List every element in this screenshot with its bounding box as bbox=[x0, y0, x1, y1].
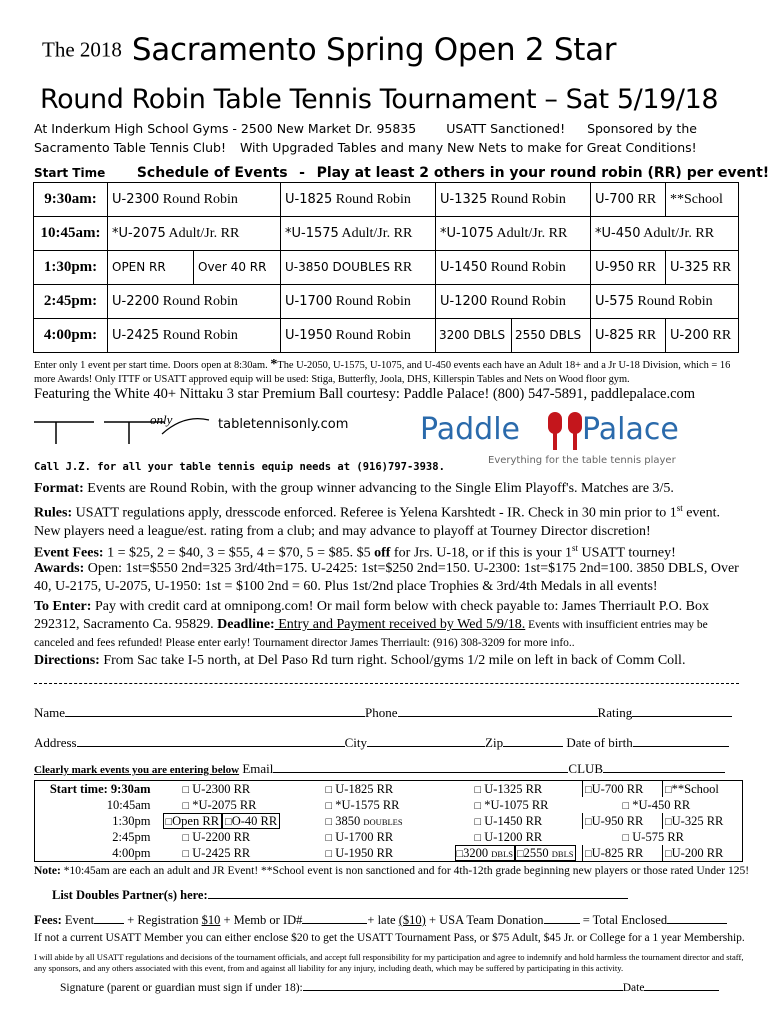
start-time-label: Start Time bbox=[34, 166, 106, 180]
sanctioned: USATT Sanctioned! bbox=[446, 121, 566, 136]
checkbox[interactable]: □ bbox=[325, 831, 333, 844]
event-fee-field[interactable] bbox=[94, 911, 124, 924]
tto-only-text: only bbox=[150, 412, 173, 427]
checkbox[interactable]: □ bbox=[665, 847, 672, 860]
paddle-icon bbox=[540, 410, 590, 454]
dob-field[interactable] bbox=[633, 734, 729, 747]
name-phone-line: Name Phone Rating bbox=[34, 704, 744, 721]
enter-paragraph: To Enter: Pay with credit card at omnipong.com! Or mail form below with check payable to: James Therriault P.O. Box 292312, Sacramento Ca. 95829. Deadline: Entry and Payment received by Wed 5/9/18. Events with insufficient entries may be canceled and fees refunded! Please enter early! Tournament director James Therriault: (916) 308-3209 for more info.. bbox=[34, 599, 709, 649]
event-cell: U-1825 Round Robin bbox=[281, 183, 436, 217]
checkbox[interactable]: □ bbox=[182, 799, 190, 812]
event-cell: U-575 Round Robin bbox=[591, 285, 739, 319]
call-jz: Call J.Z. for all your table tennis equip needs at (916)797-3938. bbox=[34, 461, 445, 473]
event-cell: *U-1575 Adult/Jr. RR bbox=[281, 217, 436, 251]
event-cell: **School bbox=[666, 183, 739, 217]
checkbox[interactable]: □ bbox=[456, 847, 464, 860]
title-main: Sacramento Spring Open 2 Star bbox=[131, 32, 617, 68]
club-field[interactable] bbox=[603, 760, 725, 773]
checkbox[interactable]: □ bbox=[474, 815, 482, 828]
event-cell: *U-2075 Adult/Jr. RR bbox=[108, 217, 281, 251]
rules-paragraph: Rules: USATT regulations apply, dresscode enforced. Referee is Yelena Karshtedt - IR. Check in 30 min prior to 1st event. New players need a league/est. rating from a club; and may advance to playoff at Tourney Director discretion! bbox=[34, 503, 721, 539]
city-field[interactable] bbox=[367, 734, 485, 747]
checkbox[interactable]: □ bbox=[182, 847, 190, 860]
event-cell: U-325 RR bbox=[666, 251, 739, 285]
checkbox[interactable]: □ bbox=[182, 783, 190, 796]
checkbox[interactable]: □ bbox=[585, 847, 592, 860]
schedule-row bbox=[34, 251, 739, 285]
doubles-partner-field[interactable] bbox=[208, 886, 628, 899]
title-year: The 2018 bbox=[42, 37, 122, 62]
event-cell: *U-1075 Adult/Jr. RR bbox=[436, 217, 591, 251]
fees-line: Fees: Event + Registration $10 + Memb or ID# + late ($10) + USA Team Donation = Total Enclosed bbox=[34, 911, 727, 928]
email-field[interactable] bbox=[273, 760, 568, 773]
signature-line: Signature (parent or guardian must sign if under 18): Date bbox=[60, 978, 719, 994]
play-label: Play at least 2 others in your round robin (RR) per event! bbox=[316, 165, 770, 181]
cut-line bbox=[34, 683, 739, 684]
time-cell: 9:30am: bbox=[34, 183, 108, 217]
format-paragraph: Format: Events are Round Robin, with the group winner advancing to the Single Elim Playoff's. Matches are 3/5. bbox=[34, 481, 674, 496]
schedule-sep: - bbox=[299, 165, 305, 181]
name-field[interactable] bbox=[65, 704, 365, 717]
venue: At Inderkum High School Gyms - 2500 New Market Dr. 95835 bbox=[34, 121, 417, 136]
awards-paragraph: Awards: Open: 1st=$550 2nd=325 3rd/4th=175. U-2425: 1st=$250 2nd=150. U-2300: 1st=$175 2nd=100. 3850 DBLS, Over 40, U-2175, U-2075, U-1950: 1st = $100 2nd = 60. Plus 1st/2nd place Trophies & 3rd/4th Medals in all events! bbox=[34, 561, 739, 594]
event-cell: U-700 RR bbox=[591, 183, 666, 217]
checkbox[interactable]: □ bbox=[517, 847, 524, 860]
sponsored: Sponsored by the bbox=[587, 121, 697, 136]
checkbox[interactable]: □ bbox=[665, 783, 672, 796]
tabletennisonly-logo bbox=[34, 410, 214, 446]
checkbox[interactable]: □ bbox=[325, 783, 333, 796]
club-line bbox=[34, 140, 697, 155]
directions-paragraph: Directions: From Sac take I-5 north, at Del Paso Rd turn right. School/gyms 1/2 mile on left in back of Comm Coll. bbox=[34, 653, 686, 668]
checkbox[interactable]: □ bbox=[182, 831, 190, 844]
checkbox[interactable]: □ bbox=[474, 831, 482, 844]
event-cell: U-1325 Round Robin bbox=[436, 183, 591, 217]
checkbox[interactable]: □ bbox=[325, 799, 333, 812]
event-cell: U-2300 Round Robin bbox=[108, 183, 281, 217]
checkbox[interactable]: □ bbox=[585, 815, 592, 828]
form-row: 4:00pm □ U-2425 RR □ U-1950 RR □3200 DBLS □2550 DBLS □U-825 RR □U-200 RR bbox=[35, 845, 743, 862]
paddle-palace-tagline: Everything for the table tennis player bbox=[488, 455, 676, 466]
form-row: 2:45pm □ U-2200 RR □ U-1700 RR □ U-1200 RR □ U-575 RR bbox=[35, 829, 743, 845]
checkbox[interactable]: □ bbox=[474, 783, 482, 796]
rating-field[interactable] bbox=[632, 704, 732, 717]
total-field[interactable] bbox=[667, 911, 727, 924]
events-label: Schedule of Events bbox=[136, 165, 288, 181]
conditions: With Upgraded Tables and many New Nets to make for Great Conditions! bbox=[239, 140, 697, 155]
schedule-row bbox=[34, 285, 739, 319]
tto-url: tabletennisonly.com bbox=[218, 417, 349, 432]
event-cell: OPEN RR bbox=[108, 251, 194, 285]
checkbox[interactable]: □ bbox=[325, 847, 333, 860]
email-line: Clearly mark events you are entering below Email CLUB bbox=[34, 760, 744, 777]
event-cell: Over 40 RR bbox=[194, 251, 281, 285]
venue-line bbox=[34, 121, 697, 136]
time-cell: 4:00pm: bbox=[34, 319, 108, 353]
schedule-header bbox=[34, 162, 770, 181]
event-cell: *U-450 Adult/Jr. RR bbox=[591, 217, 739, 251]
event-cell: U-1700 Round Robin bbox=[281, 285, 436, 319]
checkbox[interactable]: □ bbox=[665, 815, 672, 828]
signature-field[interactable] bbox=[303, 978, 623, 991]
schedule-row bbox=[34, 183, 739, 217]
checkbox[interactable]: □ bbox=[622, 831, 630, 844]
event-cell: U-2425 Round Robin bbox=[108, 319, 281, 353]
form-row: Start time: 9:30am □ U-2300 RR □ U-1825 RR □ U-1325 RR □U-700 RR □**School bbox=[35, 781, 743, 798]
donation-field[interactable] bbox=[544, 911, 580, 924]
event-cell: U-3850 DOUBLES RR bbox=[281, 251, 436, 285]
checkbox[interactable]: □ bbox=[474, 799, 482, 812]
member-id-field[interactable] bbox=[302, 911, 367, 924]
checkbox[interactable]: □ bbox=[325, 815, 333, 828]
title-line-1 bbox=[42, 32, 616, 68]
time-cell: 2:45pm: bbox=[34, 285, 108, 319]
event-cell: U-1450 Round Robin bbox=[436, 251, 591, 285]
phone-field[interactable] bbox=[398, 704, 598, 717]
date-field[interactable] bbox=[644, 978, 719, 991]
club-name: Sacramento Table Tennis Club! bbox=[34, 140, 226, 155]
event-cell: U-825 RR bbox=[591, 319, 666, 353]
checkbox[interactable]: □ bbox=[622, 799, 630, 812]
checkbox[interactable]: □ bbox=[165, 815, 173, 828]
form-note: Note: *10:45am are each an adult and JR Event! **School event is non sanctioned and for 4th-12th grade beginning new players or those rated Under 125! bbox=[34, 865, 750, 877]
time-cell: 10:45am: bbox=[34, 217, 108, 251]
paddle-palace-logo: Paddle Palace bbox=[420, 412, 679, 447]
fees-paragraph: Event Fees: 1 = $25, 2 = $40, 3 = $55, 4 = $70, 5 = $85. $5 off for Jrs. U-18, or if this is your 1st USATT tourney! bbox=[34, 543, 676, 561]
event-cell: U-200 RR bbox=[666, 319, 739, 353]
checkbox[interactable]: □ bbox=[585, 783, 592, 796]
title-subtitle: Round Robin Table Tennis Tournament – Sat 5/19/18 bbox=[40, 84, 719, 115]
event-cell: U-2200 Round Robin bbox=[108, 285, 281, 319]
time-cell: 1:30pm: bbox=[34, 251, 108, 285]
featuring-line: Featuring the White 40+ Nittaku 3 star Premium Ball courtesy: Paddle Palace! (800) 547-5891, paddlepalace.com bbox=[34, 386, 696, 402]
waiver-text: I will abide by all USATT regulations and decisions of the tournament officials, and accept full responsibility for my participation and agree to indemnify and hold harmless the tournament director and staff, any sponsors, and any others associated with this event, from and against all liability for any injury, including death, which may be suffered by participating in this activity. bbox=[34, 952, 744, 973]
entry-notes: Enter only 1 event per start time. Doors open at 8:30am. *The U-2050, U-1575, U-1075, and U-450 events each have an Adult 18+ and a Jr U-18 Division, which = 16 more Awards! Only ITTF or USATT approved equip will be used: Stiga, Butterfly, Joola, DHS, Killerspin Tables and Nets on Wood floor gym. bbox=[34, 357, 731, 385]
event-cell: U-1200 Round Robin bbox=[436, 285, 591, 319]
schedule-row bbox=[34, 217, 739, 251]
membership-note: If not a current USATT Member you can either enclose $20 to get the USATT Tournament Pass, or $75 Adult, $45 Jr. or College for a 1 year Membership. bbox=[34, 932, 745, 944]
doubles-partner-line: List Doubles Partner(s) here: bbox=[52, 886, 628, 903]
address-field[interactable] bbox=[77, 734, 345, 747]
zip-field[interactable] bbox=[503, 734, 563, 747]
address-line: Address City Zip Date of birth bbox=[34, 734, 744, 751]
event-cell: 3200 DBLS 2550 DBLS bbox=[436, 319, 591, 353]
event-cell: U-950 RR bbox=[591, 251, 666, 285]
form-row: 10:45am □ *U-2075 RR □ *U-1575 RR □ *U-1075 RR □ *U-450 RR bbox=[35, 797, 743, 813]
checkbox[interactable]: □ bbox=[225, 815, 232, 828]
schedule-table bbox=[33, 182, 739, 353]
form-row: 1:30pm □Open RR □O-40 RR □ 3850 DOUBLES □ U-1450 RR □U-950 RR □U-325 RR bbox=[35, 813, 743, 829]
schedule-row bbox=[34, 319, 739, 353]
event-checklist bbox=[34, 780, 743, 862]
event-cell: U-1950 Round Robin bbox=[281, 319, 436, 353]
